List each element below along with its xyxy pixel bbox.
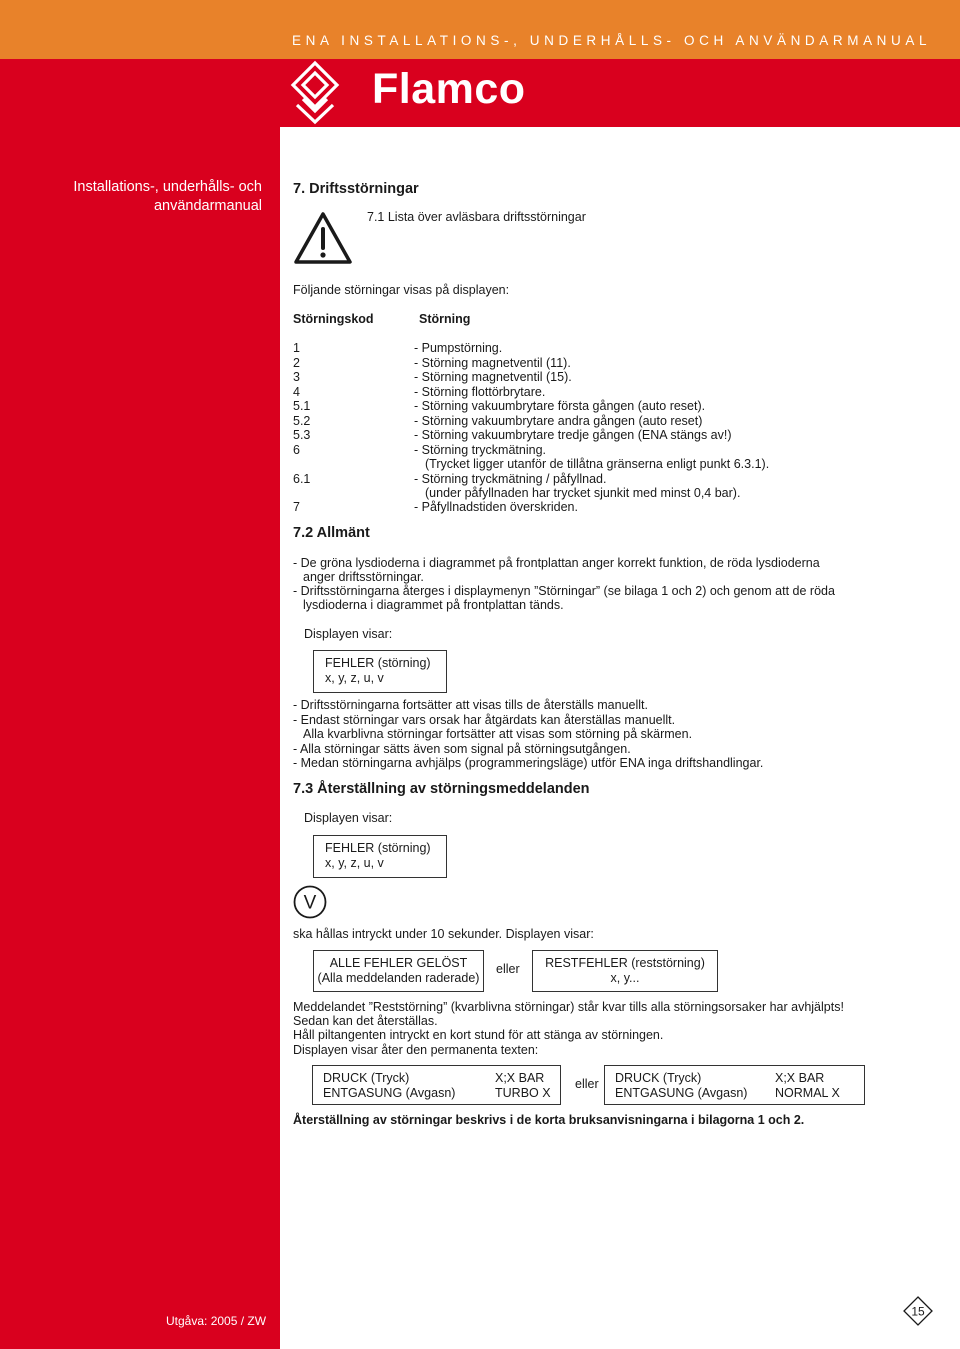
fault-code: 6.1 <box>293 472 311 486</box>
display-line: (Alla meddelanden raderade) <box>317 971 480 985</box>
section-heading: 7. Driftsstörningar <box>293 181 419 197</box>
display-line: TURBO X <box>495 1086 551 1100</box>
column-header-code: Störningskod <box>293 312 374 326</box>
flamco-logo-icon <box>289 59 341 125</box>
bullet-text: Alla kvarblivna störningar fortsätter att visas som störning på skärmen. <box>303 727 693 741</box>
brand-name: Flamco <box>372 65 526 113</box>
fault-code: 2 <box>293 356 300 370</box>
fault-note: (under påfyllnaden har trycket sjunkit med minst 0,4 bar). <box>425 486 741 500</box>
display-line: DRUCK (Tryck) <box>323 1071 410 1085</box>
display-line: X;X BAR <box>495 1071 545 1085</box>
display-line: x, y, z, u, v <box>325 856 384 870</box>
paragraph-line: Meddelandet ”Reststörning” (kvarblivna störningar) står kvar tills alla störningsorsaker har avhjälpts! <box>293 1000 844 1014</box>
final-note: Återställning av störningar beskrivs i de korta bruksanvisningarna i bilagorna 1 och 2. <box>293 1113 805 1127</box>
display-line: ALLE FEHLER GELÖST <box>329 956 468 970</box>
display-line: x, y, z, u, v <box>325 671 384 685</box>
display-box <box>313 835 447 878</box>
paragraph-line: lysdioderna i diagrammet på frontplattan tänds. <box>303 598 564 612</box>
fault-text: - Störning flottörbrytare. <box>414 385 546 399</box>
section-7-2-heading: 7.2 Allmänt <box>293 525 370 541</box>
fault-note: (Trycket ligger utanför de tillåtna gränserna enligt punkt 6.3.1). <box>425 457 770 471</box>
display-box-all-cleared <box>313 950 484 992</box>
fault-code: 6 <box>293 443 300 457</box>
paragraph-line: - De gröna lysdioderna i diagrammet på frontplattan anger korrekt funktion, de röda lysdioderna <box>293 556 820 570</box>
display-line: DRUCK (Tryck) <box>615 1071 702 1085</box>
fault-text: - Störning vakuumbrytare andra gången (auto reset) <box>414 414 703 428</box>
fault-code: 3 <box>293 370 300 384</box>
display-line: ENTGASUNG (Avgasn) <box>323 1086 456 1100</box>
bullet-text: - Endast störningar vars orsak har åtgärdats kan återställas manuellt. <box>293 713 676 727</box>
page-number-badge <box>903 1296 933 1326</box>
fault-text: - Störning magnetventil (15). <box>414 370 572 384</box>
paragraph-line: - Driftsstörningarna återges i displaymenyn ”Störningar” (se bilaga 1 och 2) och genom att de röda <box>293 584 835 598</box>
fault-code: 5.3 <box>293 428 311 442</box>
fault-code: 5.1 <box>293 399 311 413</box>
v-button-icon <box>293 885 327 919</box>
permanent-display-turbo <box>312 1065 561 1105</box>
display-line: x, y... <box>610 971 640 985</box>
section-7-3-heading: 7.3 Återställning av störningsmeddelanden <box>293 781 590 797</box>
fault-text: - Störning magnetventil (11). <box>414 356 571 370</box>
display-box <box>313 650 447 693</box>
fault-text: - Pumpstörning. <box>414 341 503 355</box>
fault-text: - Störning vakuumbrytare första gången (auto reset). <box>414 399 706 413</box>
or-label: eller <box>496 962 520 976</box>
fault-text: - Störning tryckmätning. <box>414 443 546 457</box>
display-line: RESTFEHLER (reststörning) <box>545 956 705 970</box>
page-number: 15 <box>911 1304 925 1319</box>
paragraph-line: Håll piltangenten intryckt en kort stund för att stänga av störningen. <box>293 1028 664 1042</box>
sidebar-title <box>20 178 262 216</box>
paragraph-line: Displayen visar åter den permanenta texten: <box>293 1043 539 1057</box>
header-band <box>0 0 960 59</box>
display-line: NORMAL X <box>775 1086 840 1100</box>
v-button-symbol: V <box>303 892 317 914</box>
permanent-display-normal <box>604 1065 865 1105</box>
paragraph-line: anger driftsstörningar. <box>303 570 424 584</box>
fault-code: 1 <box>293 341 300 355</box>
display-line: FEHLER (störning) <box>325 656 431 670</box>
display-line: ENTGASUNG (Avgasn) <box>615 1086 748 1100</box>
display-label: Displayen visar: <box>304 811 393 825</box>
or-label: eller <box>575 1077 599 1091</box>
display-line: FEHLER (störning) <box>325 841 431 855</box>
fault-code: 7 <box>293 500 300 514</box>
bullet-text: - Driftsstörningarna fortsätter att visas tills de återställs manuellt. <box>293 698 648 712</box>
sidebar <box>0 127 280 1349</box>
hold-instruction: ska hållas intryckt under 10 sekunder. Displayen visar: <box>293 927 594 941</box>
display-line: X;X BAR <box>775 1071 825 1085</box>
fault-code: 5.2 <box>293 414 311 428</box>
display-box-residual <box>532 950 718 992</box>
column-header-fault: Störning <box>419 312 471 326</box>
fault-text: - Störning vakuumbrytare tredje gången (ENA stängs av!) <box>414 428 732 442</box>
bullet-text: - Alla störningar sätts även som signal på störningsutgången. <box>293 742 631 756</box>
display-label: Displayen visar: <box>304 627 393 641</box>
fault-text: - Påfyllnadstiden överskriden. <box>414 500 578 514</box>
paragraph-line: Sedan kan det återställas. <box>293 1014 438 1028</box>
fault-text: - Störning tryckmätning / påfyllnad. <box>414 472 607 486</box>
warning-icon <box>292 210 354 266</box>
fault-code: 4 <box>293 385 300 399</box>
bullet-text: - Medan störningarna avhjälps (programmeringsläge) utför ENA inga driftshandlingar. <box>293 756 764 770</box>
sidebar-title-line-1: Installations-, underhålls- och <box>73 179 262 195</box>
sidebar-title-line-2: användarmanual <box>153 198 262 214</box>
manual-title: ENA INSTALLATIONS-, UNDERHÅLLS- OCH ANVÄNDARMANUAL <box>292 33 932 48</box>
intro-text: Följande störningar visas på displayen: <box>293 283 510 297</box>
subsection-heading: 7.1 Lista över avläsbara driftsstörningar <box>367 210 586 224</box>
edition-label: Utgåva: 2005 / ZW <box>166 1314 267 1328</box>
